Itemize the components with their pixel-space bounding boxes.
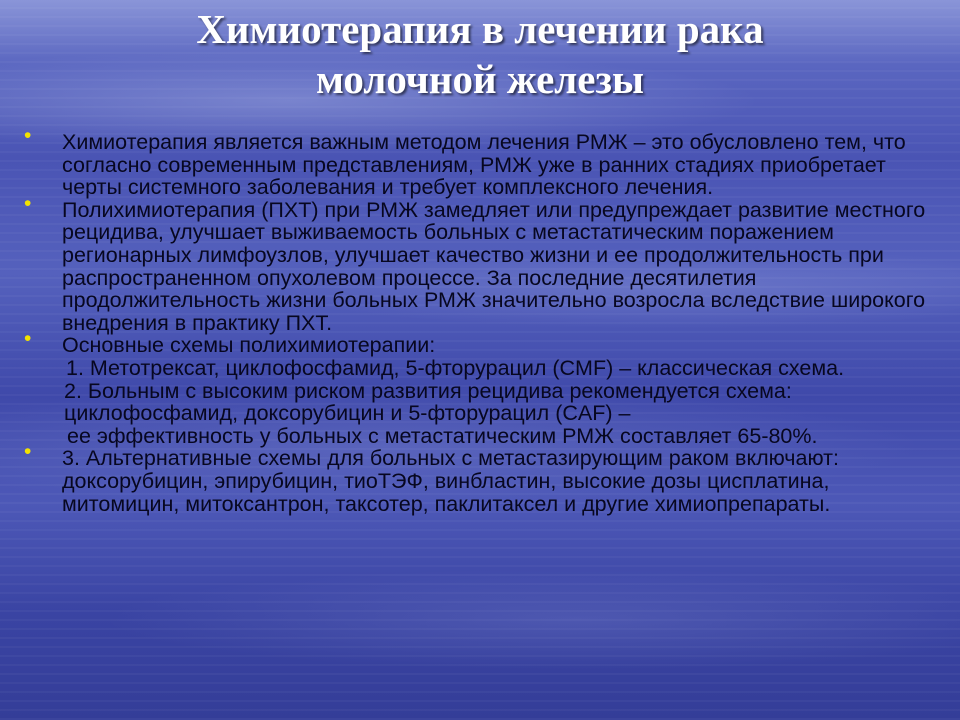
bullet-item [22,124,934,200]
bullet-item [22,440,934,516]
scheme-item-2: 2. Больным с высоким риском развития рецидива рекомендуется схема: циклофосфамид, доксорубицин и 5-фторурацил (CAF) – [64,378,792,426]
slide-title-line-1: Химиотерапия в лечении рака [196,6,764,52]
bullet-text: 3. Альтернативные схемы для больных с метастазирующим раком включают: доксорубицин, эпирубицин, тиоТЭФ, винбластин, высокие дозы цисплатина, митомицин, митоксантрон, таксотер, паклитаксел и другие химиопрепараты. [62,446,839,516]
scheme-item-1: 1. Метотрексат, циклофосфамид, 5-фторурацил (CMF) – классическая схема. [66,355,845,380]
bullet-list [22,124,934,516]
slide-title-line-2: молочной железы [316,56,644,102]
slide-title [40,4,920,104]
bullet-item [22,191,934,335]
scheme-item-2-continued: ее эффективность у больных с метастатическим РМЖ составляет 65-80%. [67,423,818,448]
bullet-icon: • [24,124,32,147]
bullet-text: Полихимиотерапия (ПХТ) при РМЖ замедляет или предупреждает развитие местного рецидива, улучшает выживаемость больных с метастатическим поражением регионарных лимфоузлов, улучшает качество жизни и ее продолжительность при распространенном опухолевом процессе. За последние десятилетия продолжительность жизни больных РМЖ значительно возросла вследствие широкого внедрения в практику ПХТ. [62,197,926,335]
bullet-icon: • [24,440,32,464]
bullet-icon: • [24,327,32,351]
bullet-icon: • [24,191,32,215]
bullet-text: Основные схемы полихимиотерапии: [62,333,436,358]
bullet-text: Химиотерапия является важным методом лечения РМЖ – это обусловлено тем, что согласно современным представлениям, РМЖ уже в ранних стадиях приобретает черты системного заболевания и требует комплексного лечения. [62,130,906,200]
bullet-item [22,327,934,448]
